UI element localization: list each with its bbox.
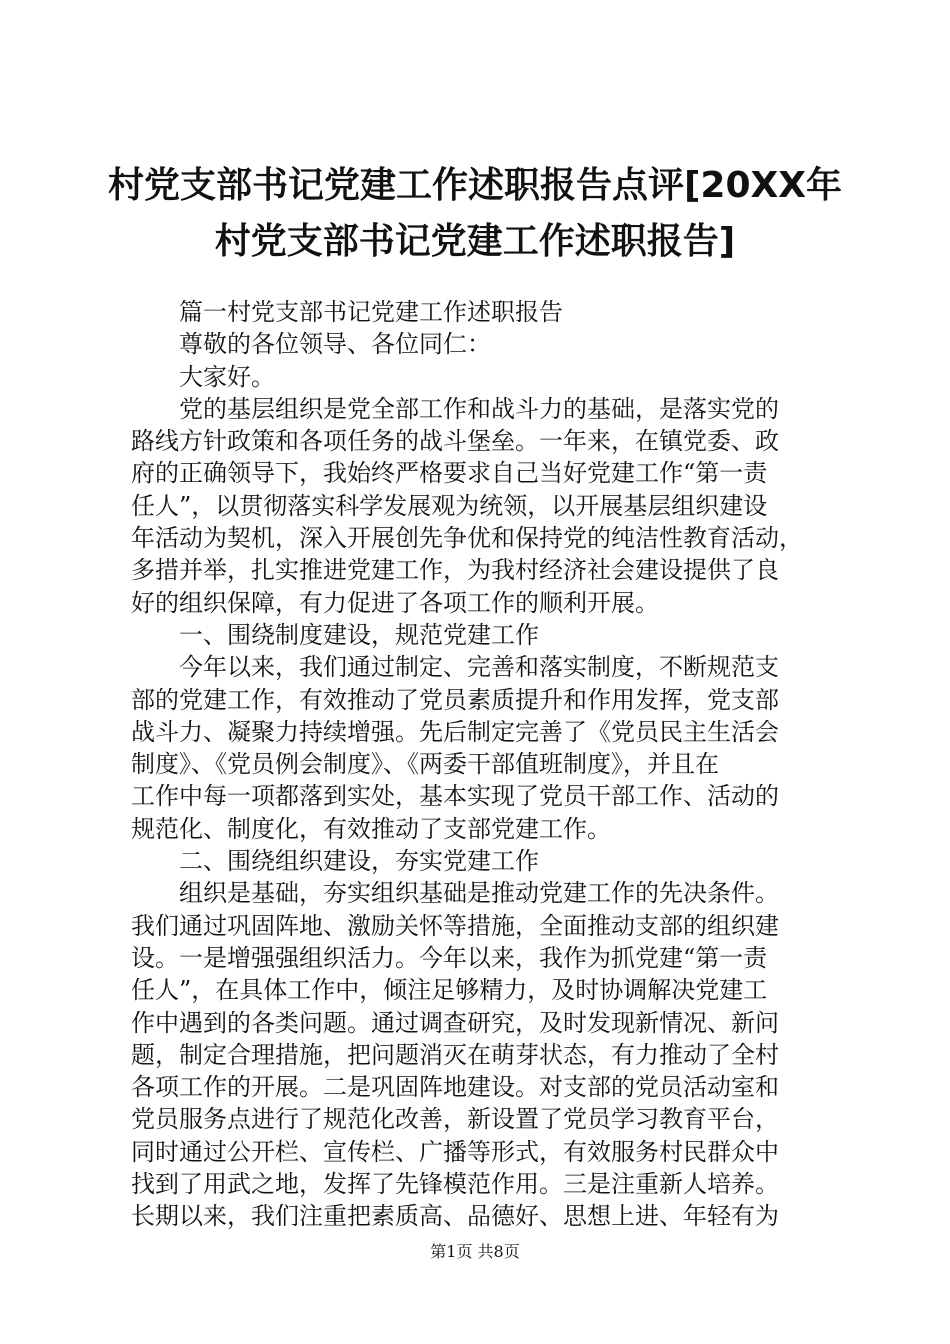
body-line: 好的组织保障，有力促进了各项工作的顺利开展。 bbox=[131, 588, 659, 617]
body-line: 部的党建工作，有效推动了党员素质提升和作用发挥，党支部 bbox=[131, 685, 779, 714]
body-line: 年活动为契机，深入开展创先争优和保持党的纯洁性教育活动， bbox=[131, 524, 803, 553]
body-line: 党的基层组织是党全部工作和战斗力的基础，是落实党的 bbox=[179, 394, 779, 423]
body-line: 二、围绕组织建设，夯实党建工作 bbox=[179, 847, 539, 876]
body-line: 长期以来，我们注重把素质高、品德好、思想上进、年轻有为 bbox=[131, 1202, 779, 1231]
body-line: 府的正确领导下，我始终严格要求自己当好党建工作“第一责 bbox=[131, 459, 768, 488]
document-title-line-1: 村党支部书记党建工作述职报告点评[20XX年 bbox=[107, 165, 843, 206]
body-line: 任人”，以贯彻落实科学发展观为统领，以开展基层组织建设 bbox=[131, 491, 768, 520]
body-line: 找到了用武之地，发挥了先锋模范作用。三是注重新人培养。 bbox=[131, 1170, 779, 1199]
body-line: 战斗力、凝聚力持续增强。先后制定完善了《党员民主生活会 bbox=[131, 717, 779, 746]
body-line: 今年以来，我们通过制定、完善和落实制度，不断规范支 bbox=[179, 653, 779, 682]
body-line: 党员服务点进行了规范化改善，新设置了党员学习教育平台， bbox=[131, 1105, 779, 1134]
document-body bbox=[131, 296, 831, 1233]
body-line: 大家好。 bbox=[179, 362, 275, 391]
body-line: 组织是基础，夯实组织基础是推动党建工作的先决条件。 bbox=[179, 879, 779, 908]
body-line: 一、围绕制度建设，规范党建工作 bbox=[179, 620, 539, 649]
body-line: 各项工作的开展。二是巩固阵地建设。对支部的党员活动室和 bbox=[131, 1073, 779, 1102]
body-line: 题，制定合理措施，把问题消灭在萌芽状态，有力推动了全村 bbox=[131, 1040, 779, 1069]
body-line: 制度》、《党员例会制度》、《两委干部值班制度》，并且在 bbox=[131, 750, 719, 779]
body-line: 同时通过公开栏、宣传栏、广播等形式，有效服务村民群众中 bbox=[131, 1137, 779, 1166]
body-line: 任人”，在具体工作中，倾注足够精力，及时协调解决党建工 bbox=[131, 976, 768, 1005]
body-line: 路线方针政策和各项任务的战斗堡垒。一年来，在镇党委、政 bbox=[131, 427, 779, 456]
body-line: 我们通过巩固阵地、激励关怀等措施，全面推动支部的组织建 bbox=[131, 911, 779, 940]
document-title-line-2: 村党支部书记党建工作述职报告] bbox=[214, 221, 736, 262]
body-line: 设。一是增强强组织活力。今年以来，我作为抓党建“第一责 bbox=[131, 943, 768, 972]
page-footer: 第1页 共8页 bbox=[430, 1242, 520, 1261]
body-line: 作中遇到的各类问题。通过调查研究，及时发现新情况、新问 bbox=[131, 1008, 779, 1037]
body-line: 篇一村党支部书记党建工作述职报告 bbox=[179, 298, 563, 326]
body-line: 工作中每一项都落到实处，基本实现了党员干部工作、活动的 bbox=[131, 782, 779, 811]
body-line: 规范化、制度化，有效推动了支部党建工作。 bbox=[131, 814, 611, 843]
body-line: 尊敬的各位领导、各位同仁： bbox=[179, 330, 491, 359]
body-line: 多措并举，扎实推进党建工作，为我村经济社会建设提供了良 bbox=[131, 556, 779, 585]
